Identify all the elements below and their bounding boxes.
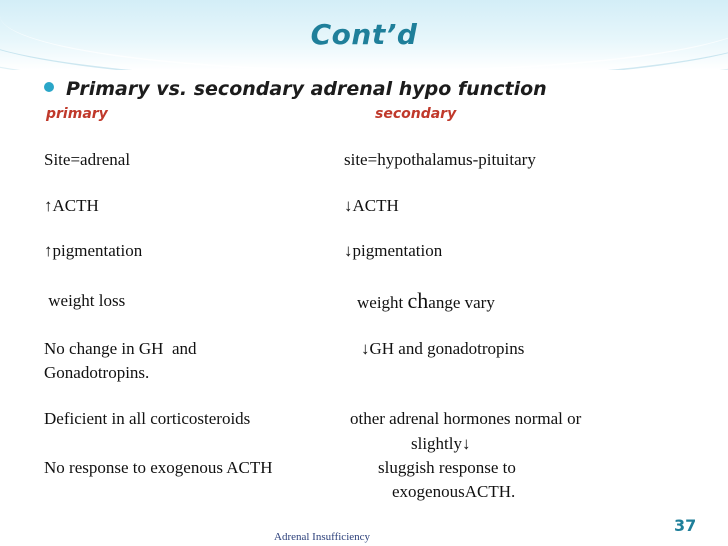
primary-acth-response: No response to exogenous ACTH [44, 458, 273, 477]
secondary-hormones-line1: other adrenal hormones normal or [350, 409, 582, 428]
secondary-acth-response-line2: exogenousACTH. [392, 482, 516, 501]
primary-gh-line2: Gonadotropins. [44, 363, 150, 382]
primary-site: Site=adrenal [44, 150, 131, 169]
secondary-weight-part: ch [407, 288, 429, 313]
secondary-weight-part: ange vary [428, 293, 495, 312]
secondary-weight [357, 290, 495, 314]
secondary-weight-part: weight [357, 293, 408, 312]
primary-weight: weight loss [44, 291, 126, 310]
secondary-pigmentation: ↓pigmentation [344, 241, 443, 260]
primary-column-header: primary [46, 106, 108, 122]
secondary-site: site=hypothalamus-pituitary [344, 150, 536, 169]
primary-corticosteroids: Deficient in all corticosteroids [44, 409, 251, 428]
secondary-hormones-line2: slightly↓ [411, 434, 471, 453]
secondary-column-header: secondary [375, 106, 457, 122]
secondary-acth-response-line1: sluggish response to [378, 458, 516, 477]
bullet-dot-icon [44, 82, 54, 92]
secondary-acth: ↓ACTH [344, 196, 399, 215]
footer-title: Adrenal Insufficiency [274, 531, 371, 543]
bullet-heading [44, 78, 547, 100]
bullet-heading-text: Primary vs. secondary adrenal hypo function [66, 78, 547, 100]
page-number: 37 [674, 516, 697, 535]
primary-acth: ↑ACTH [44, 196, 99, 215]
primary-pigmentation: ↑pigmentation [44, 241, 143, 260]
primary-gh-line1: No change in GH and [44, 339, 197, 358]
secondary-gh: ↓GH and gonadotropins [361, 339, 525, 358]
slide-title: Cont’d [310, 18, 418, 51]
